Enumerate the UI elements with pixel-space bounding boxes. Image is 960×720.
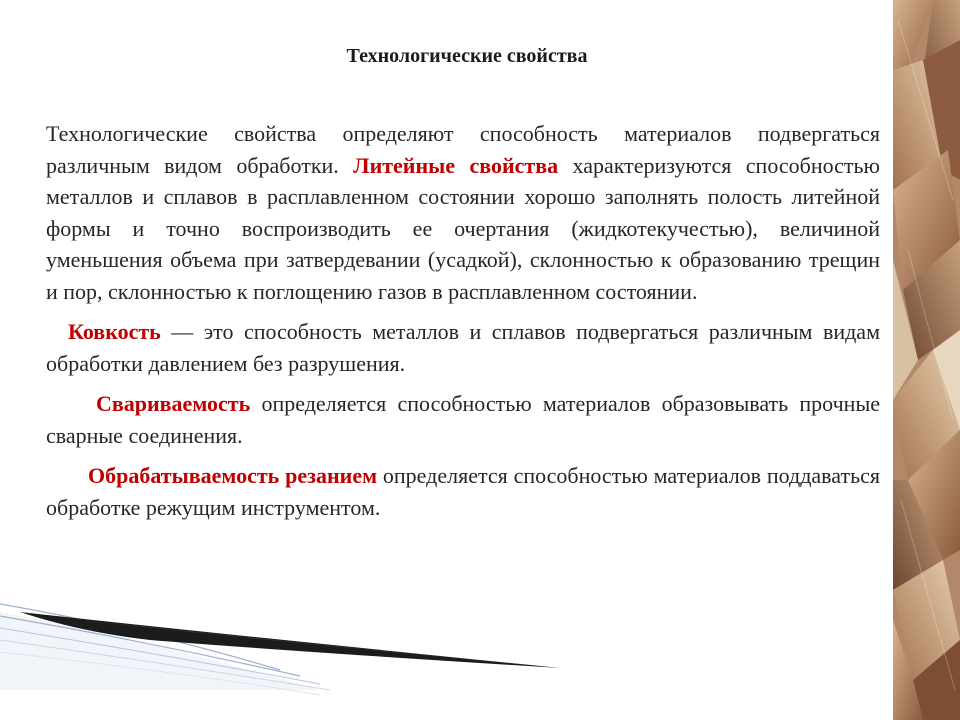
term-casting-properties: Литейные свойства: [353, 152, 559, 178]
paragraph-malleability-text: — это способность металлов и сплавов подвергаться различным видам обработки давлением без разрушения.: [46, 319, 880, 376]
term-machinability: Обрабатываемость резанием: [88, 463, 378, 488]
wood-texture-strip: [893, 0, 960, 720]
paragraph-casting-properties: [46, 118, 880, 307]
term-malleability: Ковкость: [68, 319, 161, 344]
paragraph-machinability: [46, 460, 880, 523]
term-weldability: Свариваемость: [96, 391, 251, 416]
paragraph-casting-text: характеризуются способностью металлов и сплавов в расплавленном состоянии хорошо заполнять полость литейной формы и точно воспроизводить ее очертания (жидкотекучестью), величиной уменьшения объема при затвердевании (усадкой), склонностью к образованию трещин и пор, склонностью к поглощению газов в расплавленном состоянии.: [46, 152, 880, 304]
slide-title: Технологические свойства: [346, 45, 588, 67]
paragraph-malleability: [46, 316, 880, 379]
slide-body: [46, 118, 880, 532]
paragraph-weldability: [46, 388, 880, 451]
paragraph-intro-text: Технологические свойства определяют способность материалов подвергаться различным видом обработки.: [46, 121, 880, 178]
paragraph-weldability-text: определяется способностью материалов образовывать прочные сварные соединения.: [46, 391, 880, 448]
paragraph-machinability-text: определяется способностью материалов поддаваться обработке режущим инструментом.: [46, 463, 880, 520]
